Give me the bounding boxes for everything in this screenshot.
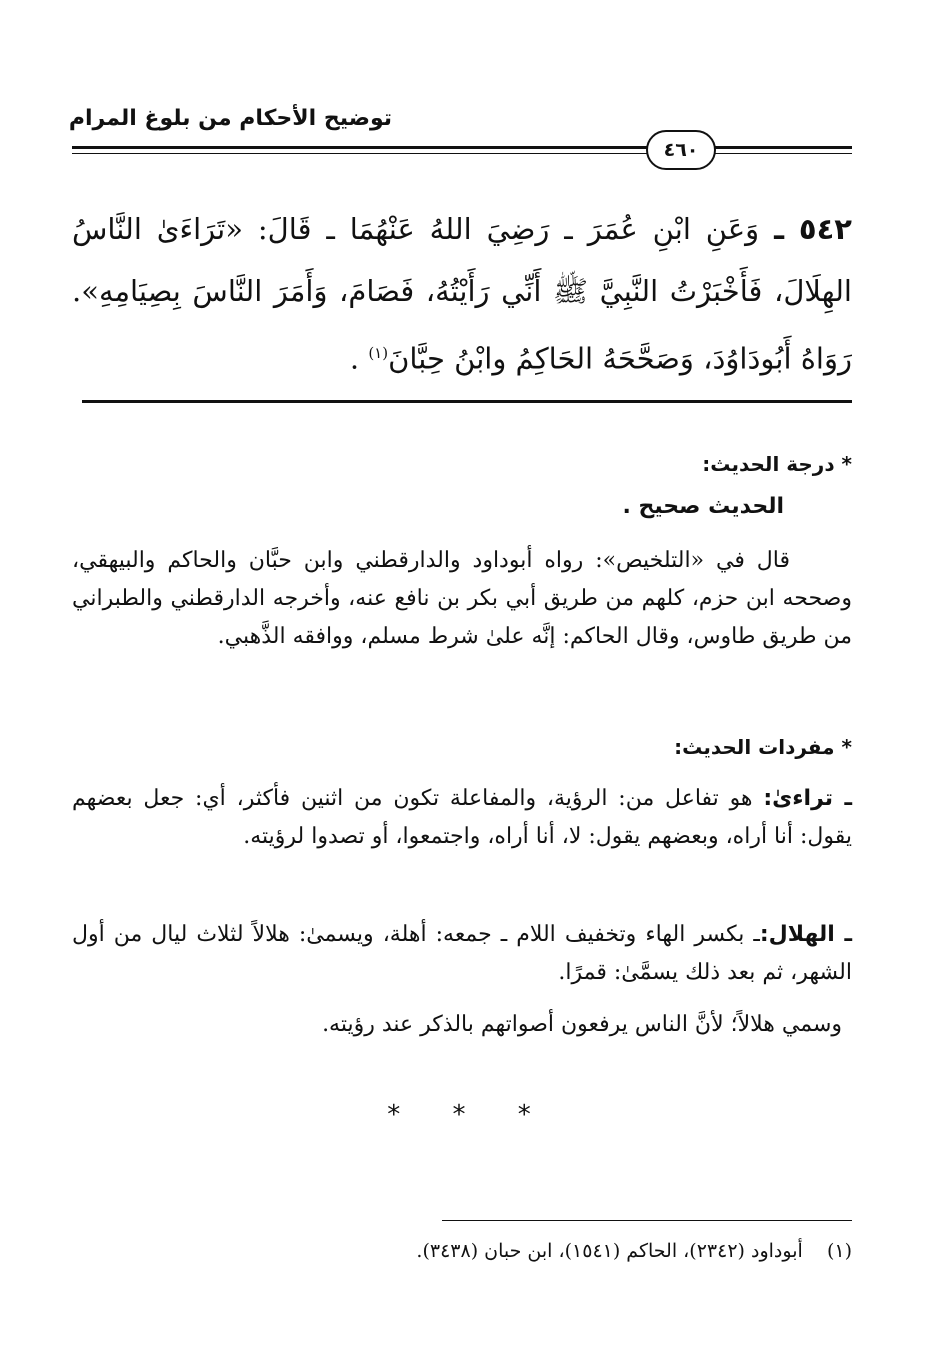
vocab-definition: ـ بكسر الهاء وتخفيف اللام ـ جمعه: أهلة، ويسمىٰ: هلالاً لثلاث ليال من أول الشهر، ثم بعد ذلك يسمَّىٰ: قمرًا. [72, 922, 852, 985]
section-separator [82, 400, 852, 403]
page-number: ٤٦٠ [663, 139, 699, 161]
grade-verdict: الحديث صحيح . [622, 494, 784, 519]
page-number-badge [646, 130, 716, 170]
footnote [72, 1240, 852, 1262]
footnote-marker: (١) [826, 1240, 852, 1262]
vocab-item [72, 780, 852, 856]
vocab-term: ـ تراءىٰ: [763, 786, 853, 811]
vocab-definition: هو تفاعل من: الرؤية، والمفاعلة تكون من اثنين فأكثر، أي: جعل بعضهم يقول: أنا أراه، وبعضهم يقول: لا، أنا أراه، واجتمعوا، أو تصدوا لرؤيته. [72, 786, 852, 849]
vocab-heading: * مفردات الحديث: [674, 735, 852, 759]
grade-paragraph: قال في «التلخيص»: رواه أبوداود والدارقطني وابن حبَّان والحاكم والبيهقي، وصححه ابن حزم، كلهم من طريق أبي بكر بن نافع عنه، وأخرجه الدارقطني والطبراني من طريق طاوس، وقال الحاكم: إنَّه علىٰ شرط مسلم، ووافقه الذَّهبي. [72, 548, 852, 649]
footnote-rule [442, 1220, 852, 1221]
section-end-stars: * * * [387, 1100, 553, 1130]
header-rule-thin [72, 153, 852, 154]
vocab-extra-note: وسمي هلالاً؛ لأنَّ الناس يرفعون أصواتهم بالذكر عند رؤيته. [322, 1012, 842, 1037]
vocab-term: ـ الهلال: [759, 922, 852, 947]
hadith-text-block [72, 198, 852, 390]
grade-heading: * درجة الحديث: [702, 452, 852, 476]
hadith-number-dash: ـ [774, 212, 784, 246]
hadith-body: وَعَنِ ابْنِ عُمَرَ ـ رَضِيَ اللهُ عَنْهُمَا ـ قَالَ: «تَرَاءَىٰ النَّاسُ الهِلَالَ، فَأَخْبَرْتُ النَّبِيَّ ﷺ أَنِّي رَأَيْتُهُ، فَصَامَ، وَأَمَرَ النَّاسَ بِصِيَامِهِ». رَوَاهُ أَبُودَاوُدَ، وَصَحَّحَهُ الحَاكِمُ وابْنُ حِبَّانَ [72, 212, 852, 376]
running-header-title: توضيح الأحكام من بلوغ المرام [68, 106, 392, 131]
header-rule-thick [72, 146, 852, 149]
hadith-end: . [349, 341, 369, 376]
hadith-number: ٥٤٢ [798, 212, 853, 246]
footnote-reference: (١) [368, 344, 389, 362]
footnote-text: أبوداود (٢٣٤٢)، الحاكم (١٥٤١)، ابن حبان (٣٤٣٨). [416, 1240, 803, 1262]
vocab-item [72, 916, 852, 992]
